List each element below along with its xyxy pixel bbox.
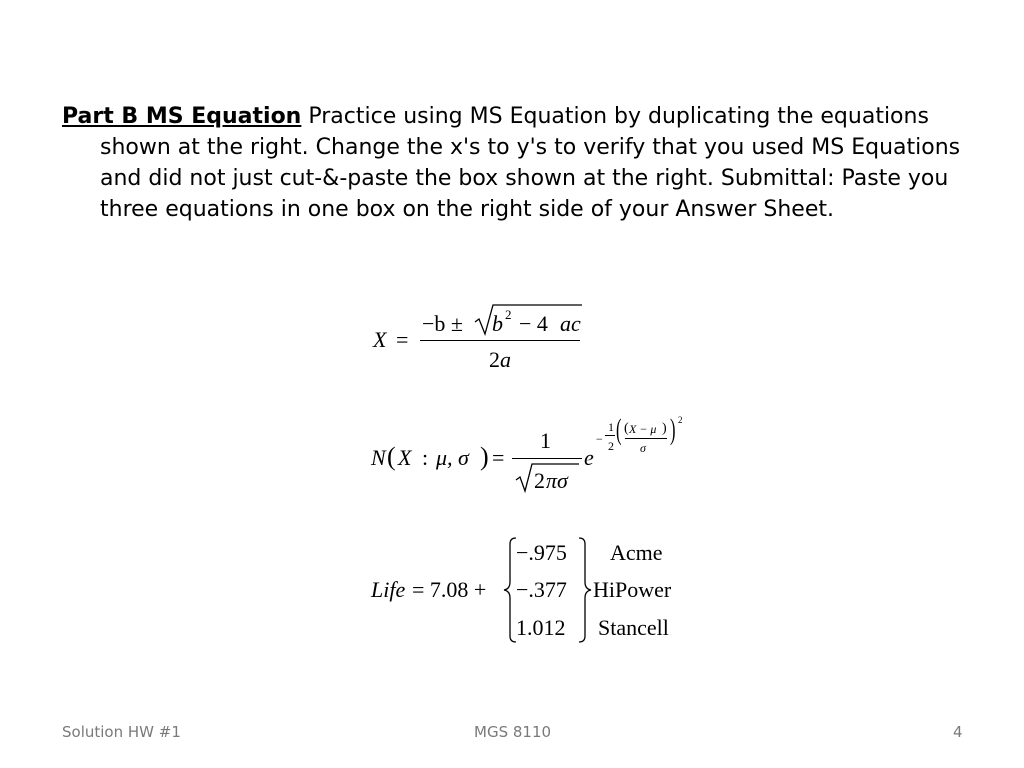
eq2-equals: =: [492, 445, 505, 470]
eq2-exp-two: 2: [608, 439, 614, 453]
eq2-params: μ, σ: [436, 445, 469, 470]
eq2-exp-power: 2: [678, 415, 683, 425]
instructions-body: Practice using MS Equation by duplicating the equations shown at the right. Change the x's to y's to verify that you used MS Equations and did not just cut-&-paste the box shown at the right. Submittal: Paste you three equations in one box on the right side of your Answer Sheet.: [100, 104, 961, 222]
eq2-exp-inner: X − μ: [629, 422, 657, 436]
eq2-exp-bar: [605, 435, 615, 436]
eq1-radicand-ac: ac: [560, 311, 581, 336]
eq1-fraction-bar: [420, 340, 580, 341]
eq1-lhs: X: [373, 327, 387, 352]
right-brace-icon: [577, 536, 593, 644]
eq3-label-1: Acme: [610, 540, 663, 565]
eq2-var: X: [398, 445, 412, 470]
eq1-equals: =: [396, 327, 409, 352]
eq1-numerator-prefix: −b ±: [422, 311, 463, 336]
eq3-value-2: −.377: [516, 577, 567, 602]
eq1-denominator-var: a: [500, 347, 511, 372]
eq3-label-3: Stancell: [598, 615, 669, 640]
slide-number: 4: [953, 723, 963, 741]
eq2-base: e: [584, 445, 594, 470]
life-equation: [370, 536, 690, 646]
eq1-denominator-num: 2: [489, 347, 500, 372]
eq2-fraction-bar: [512, 458, 582, 459]
eq2-numerator: 1: [540, 428, 551, 453]
eq2-close-paren: ): [480, 442, 489, 471]
eq2-exp-inner-close: ): [662, 421, 667, 436]
eq2-exp-one: 1: [608, 420, 614, 434]
footer-left: Solution HW #1: [62, 723, 181, 741]
eq3-value-3: 1.012: [516, 615, 566, 640]
instructions-paragraph: [62, 101, 1000, 225]
eq3-equals-const: = 7.08 +: [412, 577, 487, 602]
eq2-denominator-vars: πσ: [546, 468, 568, 493]
eq2-exp-inner-open: (: [624, 421, 629, 436]
eq1-radicand-exp: 2: [505, 307, 512, 322]
quadratic-equation: [370, 296, 590, 376]
eq1-radicand-b: b: [492, 311, 503, 336]
footer-center: MGS 8110: [474, 723, 552, 741]
eq2-exp-sigma: σ: [640, 441, 646, 455]
eq1-radicand-rest: − 4: [519, 311, 548, 336]
normal-distribution-equation: [370, 414, 690, 496]
eq2-func: N: [371, 445, 386, 470]
eq2-exp-minus: −: [596, 432, 603, 446]
eq2-denominator-num: 2: [534, 468, 545, 493]
eq2-open-paren: (: [387, 442, 396, 471]
eq3-label-2: HiPower: [593, 577, 672, 602]
part-b-heading: Part B MS Equation: [62, 104, 302, 129]
eq2-exp-open-paren: (: [616, 413, 622, 446]
eq3-lhs: Life: [371, 577, 406, 602]
eq2-exp-close-paren: ): [670, 413, 676, 446]
eq2-exp-inner-bar: [625, 438, 667, 439]
eq3-value-1: −.975: [516, 540, 567, 565]
eq2-colon: :: [422, 445, 429, 470]
